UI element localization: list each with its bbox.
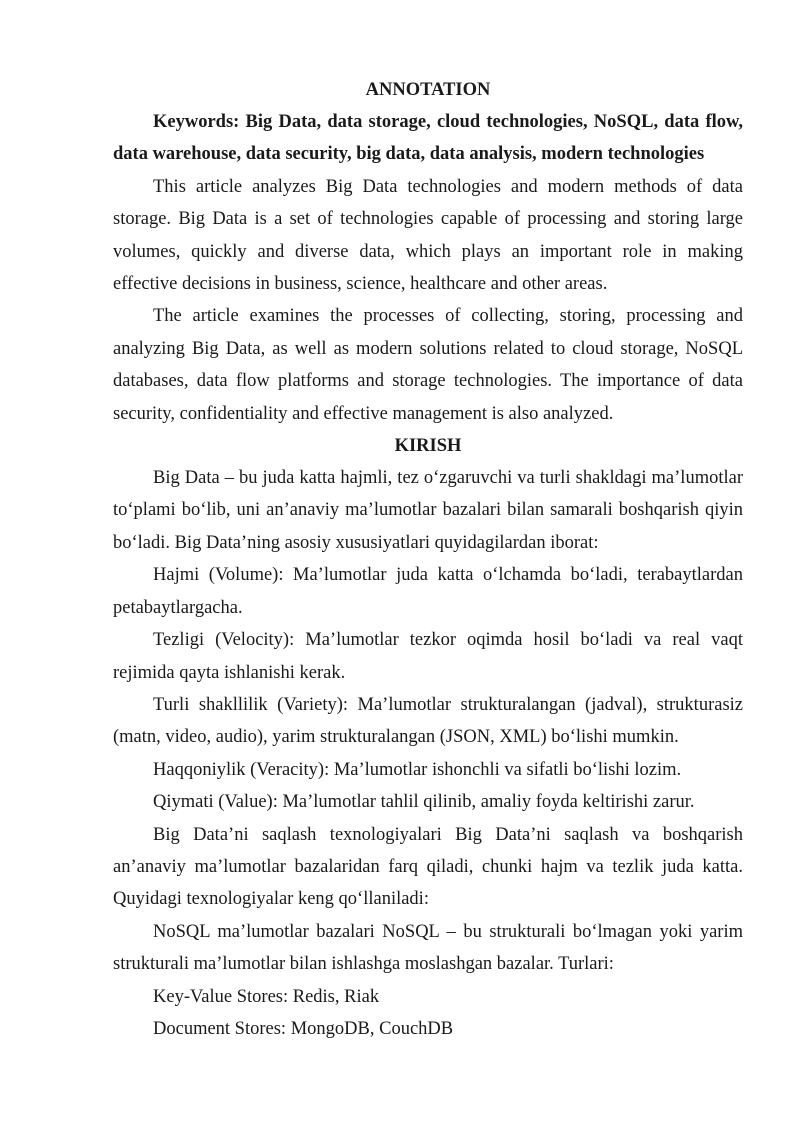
annotation-paragraph: This article analyzes Big Data technologies and modern methods of data storage. Big Data is a set of technologies capable of processing and storing large volumes, quickly and diverse data, which plays an important role in making effective decisions in business, science, healthcare and other areas. — [113, 176, 743, 295]
kirish-paragraph: Hajmi (Volume): Ma’lumotlar juda katta o‘lchamda bo‘ladi, terabaytlardan petabaytlargacha. — [113, 565, 743, 618]
kirish-paragraph: Qiymati (Value): Ma’lumotlar tahlil qilinib, amaliy foyda keltirishi zarur. — [153, 792, 695, 813]
kirish-paragraph: Tezligi (Velocity): Ma’lumotlar tezkor oqimda hosil bo‘ladi va real vaqt rejimida qayta ishlanishi kerak. — [113, 630, 743, 683]
kirish-paragraph: Haqqoniylik (Veracity): Ma’lumotlar ishonchli va sifatli bo‘lishi lozim. — [153, 759, 682, 780]
kirish-list-item: Document Stores: MongoDB, CouchDB — [153, 1018, 454, 1039]
annotation-heading: ANNOTATION — [365, 80, 491, 100]
annotation-paragraph: The article examines the processes of collecting, storing, processing and analyzing Big Data, as well as modern solutions related to cloud storage, NoSQL databases, data flow platforms and storage technologies. The importance of data security, confidentiality and effective management is also analyzed. — [113, 306, 743, 424]
kirish-paragraph: Big Data’ni saqlash texnologiyalari Big Data’ni saqlash va boshqarish an’anaviy ma’lumotlar bazalaridan farq qiladi, chunki hajm va tezlik juda katta. Quyidagi texnologiyalar keng qo‘llaniladi: — [113, 824, 743, 910]
page-content — [113, 74, 743, 1045]
kirish-paragraph: NoSQL ma’lumotlar bazalari NoSQL – bu strukturali bo‘lmagan yoki yarim strukturali ma’lumotlar bilan ishlashga moslashgan bazalar. Turlari: — [113, 921, 743, 975]
kirish-list-item: Key-Value Stores: Redis, Riak — [153, 986, 380, 1007]
kirish-paragraph: Turli shakllilik (Variety): Ma’lumotlar strukturalangan (jadval), strukturasiz (matn, video, audio), yarim strukturalangan (JSON, XML) bo‘lishi mumkin. — [113, 694, 743, 748]
kirish-paragraph: Big Data – bu juda katta hajmli, tez o‘zgaruvchi va turli shakldagi ma’lumotlar to‘plami bo‘lib, uni an’anaviy ma’lumotlar bazalari bilan samarali boshqarish qiyin bo‘ladi. Big Data’ning asosiy xususiyatlari quyidagilardan iborat: — [113, 468, 743, 553]
keywords-paragraph: Keywords: Big Data, data storage, cloud technologies, NoSQL, data flow, data warehouse, data security, big data, data analysis, modern technologies — [113, 112, 743, 165]
kirish-heading: KIRISH — [394, 436, 462, 457]
